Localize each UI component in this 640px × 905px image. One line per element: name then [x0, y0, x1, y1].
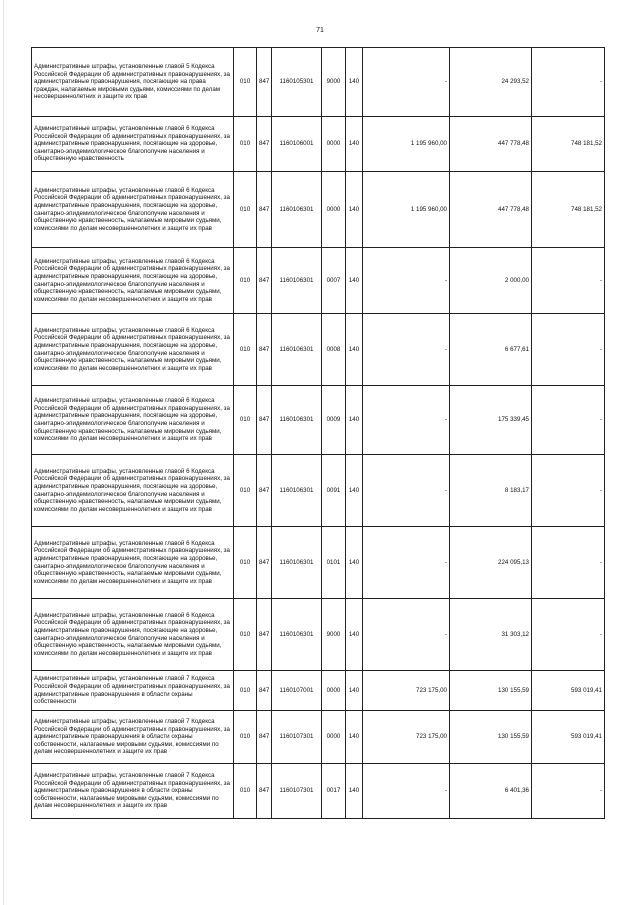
row-amount-approved: - — [363, 248, 450, 314]
row-code-line: 010 — [234, 764, 257, 819]
row-code-program: 9000 — [322, 599, 346, 671]
row-code-line: 010 — [234, 386, 257, 455]
row-code-kbk: 1160106001 — [272, 117, 322, 172]
row-amount-executed: 2 000,00 — [450, 248, 532, 314]
row-code-class: 140 — [346, 248, 363, 314]
row-code-program: 0000 — [322, 117, 346, 172]
row-code-line: 010 — [234, 117, 257, 172]
row-code-kbk: 1160106301 — [272, 248, 322, 314]
table-row — [32, 599, 605, 671]
row-description: Административные штрафы, установленные главой 6 Кодекса Российской Федерации об административных правонарушениях, за административные правонарушения, посягающие на здоровье, санитарно-эпидемиологическое благополучие населения и общественную нравственность, налагаемые мировыми судьями, комиссиями по делам несовершеннолетних и защите их прав — [32, 599, 234, 671]
row-code-kbk: 1160106301 — [272, 527, 322, 599]
row-code-admin: 847 — [257, 386, 272, 455]
row-description: Административные штрафы, установленные главой 6 Кодекса Российской Федерации об административных правонарушениях, за административные правонарушения, посягающие на здоровье, санитарно-эпидемиологическое благополучие населения и общественную нравственность, налагаемые мировыми судьями, комиссиями по делам несовершеннолетних и защите их прав — [32, 527, 234, 599]
row-code-kbk: 1160106301 — [272, 314, 322, 386]
row-code-class: 140 — [346, 117, 363, 172]
row-code-program: 0017 — [322, 764, 346, 819]
table-row — [32, 455, 605, 527]
revenue-report-table — [31, 47, 605, 819]
row-code-class: 140 — [346, 455, 363, 527]
row-description: Административные штрафы, установленные главой 6 Кодекса Российской Федерации об административных правонарушениях, за административные правонарушения, посягающие на здоровье, санитарно-эпидемиологическое благополучие населения и общественную нравственность, налагаемые мировыми судьями, комиссиями по делам несовершеннолетних и защите их прав — [32, 386, 234, 455]
row-code-program: 9000 — [322, 48, 346, 117]
page-number: 71 — [316, 27, 324, 34]
row-code-class: 140 — [346, 599, 363, 671]
row-amount-executed: 31 303,12 — [450, 599, 532, 671]
row-code-kbk: 1160106301 — [272, 599, 322, 671]
row-description: Административные штрафы, установленные главой 6 Кодекса Российской Федерации об административных правонарушениях, за административные правонарушения, посягающие на здоровье, санитарно-эпидемиологическое благополучие населения и общественную нравственность, налагаемые мировыми судьями, комиссиями по делам несовершеннолетних и защите их прав — [32, 314, 234, 386]
table-row — [32, 671, 605, 711]
row-amount-executed: 24 293,52 — [450, 48, 532, 117]
row-amount-executed: 224 095,13 — [450, 527, 532, 599]
row-amount-approved: - — [363, 764, 450, 819]
row-amount-executed: 447 778,48 — [450, 117, 532, 172]
row-code-class: 140 — [346, 764, 363, 819]
row-amount-approved: - — [363, 599, 450, 671]
table-row — [32, 172, 605, 248]
row-description: Административные штрафы, установленные главой 6 Кодекса Российской Федерации об административных правонарушениях, за административные правонарушения, посягающие на здоровье, санитарно-эпидемиологическое благополучие населения и общественную нравственность, налагаемые мировыми судьями, комиссиями по делам несовершеннолетних и защите их прав — [32, 248, 234, 314]
table-row — [32, 711, 605, 764]
row-amount-unexecuted: - — [532, 764, 605, 819]
table-row — [32, 117, 605, 172]
row-description: Административные штрафы, установленные главой 5 Кодекса Российской Федерации об административных правонарушениях, за административные правонарушения, посягающие на права граждан, налагаемые мировыми судьями, комиссиями по делам несовершеннолетних и защите их прав — [32, 48, 234, 117]
row-amount-executed: 447 778,48 — [450, 172, 532, 248]
row-amount-executed: 175 339,45 — [450, 386, 532, 455]
row-code-class: 140 — [346, 711, 363, 764]
row-code-admin: 847 — [257, 527, 272, 599]
row-code-class: 140 — [346, 527, 363, 599]
row-code-program: 0000 — [322, 172, 346, 248]
row-code-admin: 847 — [257, 764, 272, 819]
row-amount-approved: - — [363, 314, 450, 386]
row-code-class: 140 — [346, 314, 363, 386]
table-row — [32, 314, 605, 386]
row-code-admin: 847 — [257, 248, 272, 314]
table-row — [32, 527, 605, 599]
row-code-admin: 847 — [257, 48, 272, 117]
row-code-line: 010 — [234, 248, 257, 314]
row-code-admin: 847 — [257, 599, 272, 671]
row-code-kbk: 1160106301 — [272, 172, 322, 248]
table-row — [32, 764, 605, 819]
row-amount-unexecuted: 593 019,41 — [532, 671, 605, 711]
row-code-program: 0009 — [322, 386, 346, 455]
row-code-line: 010 — [234, 671, 257, 711]
row-amount-executed: 6 401,36 — [450, 764, 532, 819]
row-description: Административные штрафы, установленные главой 7 Кодекса Российской Федерации об административных правонарушениях, за административные правонарушения в области охраны собственности, налагаемые мировыми судьями, комиссиями по делам несовершеннолетних и защите их прав — [32, 764, 234, 819]
row-code-program: 0101 — [322, 527, 346, 599]
row-code-line: 010 — [234, 711, 257, 764]
row-description: Административные штрафы, установленные главой 7 Кодекса Российской Федерации об административных правонарушениях, за административные правонарушения в области охраны собственности — [32, 671, 234, 711]
row-amount-approved: 1 195 960,00 — [363, 172, 450, 248]
table-row — [32, 386, 605, 455]
row-amount-executed: 6 677,61 — [450, 314, 532, 386]
row-amount-unexecuted: - — [532, 599, 605, 671]
row-code-class: 140 — [346, 48, 363, 117]
row-description: Административные штрафы, установленные главой 6 Кодекса Российской Федерации об административных правонарушениях, за административные правонарушения, посягающие на здоровье, санитарно-эпидемиологическое благополучие населения и общественную нравственность — [32, 117, 234, 172]
row-amount-approved: 1 195 960,00 — [363, 117, 450, 172]
row-code-line: 010 — [234, 314, 257, 386]
row-code-admin: 847 — [257, 455, 272, 527]
row-code-line: 010 — [234, 172, 257, 248]
row-amount-unexecuted: - — [532, 248, 605, 314]
row-code-line: 010 — [234, 48, 257, 117]
table-row — [32, 248, 605, 314]
scan-edge-line — [3, 0, 4, 905]
row-description: Административные штрафы, установленные главой 6 Кодекса Российской Федерации об административных правонарушениях, за административные правонарушения, посягающие на здоровье, санитарно-эпидемиологическое благополучие населения и общественную нравственность, налагаемые мировыми судьями, комиссиями по делам несовершеннолетних и защите их прав — [32, 172, 234, 248]
row-code-kbk: 1160107001 — [272, 671, 322, 711]
row-code-kbk: 1160107301 — [272, 711, 322, 764]
row-amount-unexecuted: 748 181,52 — [532, 117, 605, 172]
row-code-admin: 847 — [257, 172, 272, 248]
row-amount-unexecuted: 748 181,52 — [532, 172, 605, 248]
row-amount-approved: - — [363, 48, 450, 117]
row-amount-executed: 130 155,59 — [450, 671, 532, 711]
row-amount-approved: - — [363, 386, 450, 455]
row-amount-unexecuted: - — [532, 455, 605, 527]
row-code-program: 0000 — [322, 671, 346, 711]
row-amount-unexecuted: - — [532, 527, 605, 599]
row-amount-executed: 8 183,17 — [450, 455, 532, 527]
row-code-admin: 847 — [257, 711, 272, 764]
row-code-line: 010 — [234, 527, 257, 599]
row-code-class: 140 — [346, 671, 363, 711]
table-row — [32, 48, 605, 117]
row-code-kbk: 1160106301 — [272, 455, 322, 527]
row-amount-executed: 130 155,59 — [450, 711, 532, 764]
row-amount-approved: - — [363, 527, 450, 599]
row-description: Административные штрафы, установленные главой 6 Кодекса Российской Федерации об административных правонарушениях, за административные правонарушения, посягающие на здоровье, санитарно-эпидемиологическое благополучие населения и общественную нравственность, налагаемые мировыми судьями, комиссиями по делам несовершеннолетних и защите их прав — [32, 455, 234, 527]
row-amount-approved: 723 175,00 — [363, 671, 450, 711]
row-code-kbk: 1160107301 — [272, 764, 322, 819]
row-code-kbk: 1160106301 — [272, 386, 322, 455]
row-amount-unexecuted: - — [532, 386, 605, 455]
row-description: Административные штрафы, установленные главой 7 Кодекса Российской Федерации об административных правонарушениях, за административные правонарушения в области охраны собственности, налагаемые мировыми судьями, комиссиями по делам несовершеннолетних и защите их прав — [32, 711, 234, 764]
row-amount-approved: - — [363, 455, 450, 527]
row-code-class: 140 — [346, 386, 363, 455]
row-code-program: 0091 — [322, 455, 346, 527]
row-code-admin: 847 — [257, 117, 272, 172]
row-amount-approved: 723 175,00 — [363, 711, 450, 764]
row-code-program: 0008 — [322, 314, 346, 386]
row-code-kbk: 1160105301 — [272, 48, 322, 117]
row-code-class: 140 — [346, 172, 363, 248]
row-code-program: 0007 — [322, 248, 346, 314]
row-code-line: 010 — [234, 455, 257, 527]
row-amount-unexecuted: - — [532, 314, 605, 386]
row-code-program: 0000 — [322, 711, 346, 764]
row-code-admin: 847 — [257, 314, 272, 386]
row-code-admin: 847 — [257, 671, 272, 711]
row-amount-unexecuted: 593 019,41 — [532, 711, 605, 764]
row-code-line: 010 — [234, 599, 257, 671]
row-amount-unexecuted: - — [532, 48, 605, 117]
